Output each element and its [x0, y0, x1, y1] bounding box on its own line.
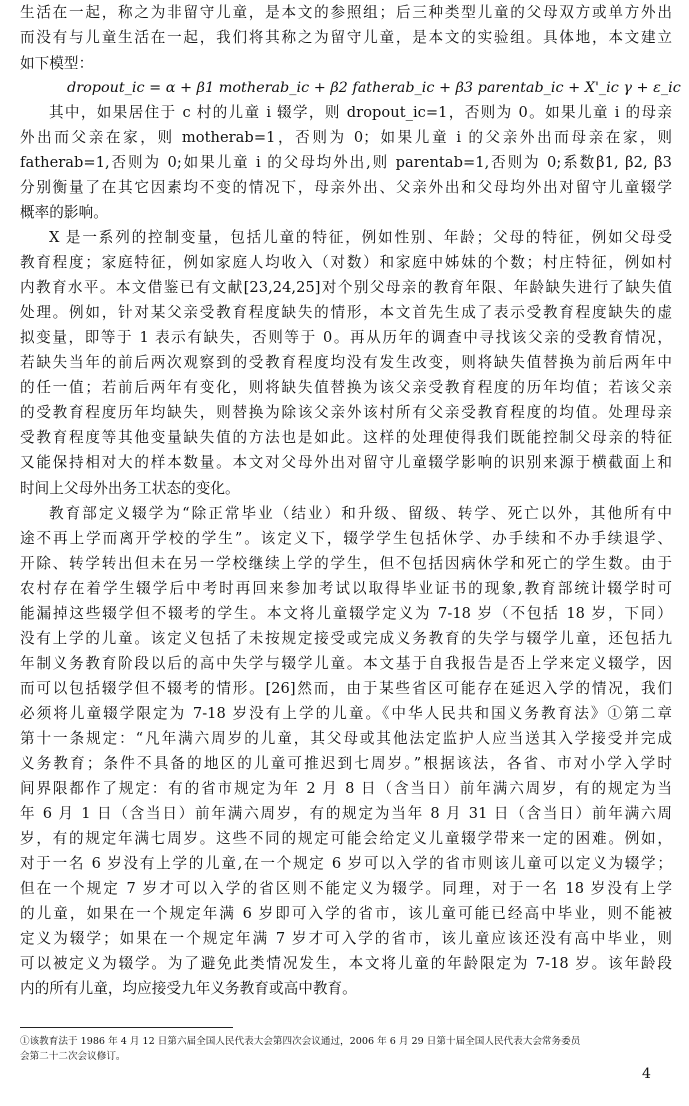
- body-line: 生活在一起，称之为非留守儿童，是本文的参照组；后三种类型儿童的父母双方或单方外出: [20, 4, 672, 21]
- body-line: 但在一个规定 7 岁才可以入学的省区则不能定义为辍学。同理，对于一名 18 岁没有上学: [20, 880, 672, 897]
- body-line: 教育程度；家庭特征，例如家庭人均收入（对数）和家庭中姊妹的个数；村庄特征，例如村: [20, 254, 672, 271]
- body-line: 若缺失当年的前后两次观察到的受教育程度均没有发生改变，则将缺失值替换为前后两年中: [20, 354, 672, 371]
- page-number: 4: [642, 1066, 651, 1082]
- body-line: 内教育水平。本文借鉴已有文献[23,24,25]对个别父母亲的教育年限、年龄缺失进行了缺失值: [20, 279, 672, 296]
- body-line: 义务教育；条件不具备的地区的儿童可推迟到七周岁。”根据该法，各省、市对小学入学时: [20, 755, 672, 772]
- body-line: 岁，有的规定年满七周岁。这些不同的规定可能会给定义儿童辍学带来一定的困难。例如，: [20, 830, 672, 847]
- body-line: 间界限都作了规定：有的省市规定为年 2 月 8 日（含当日）前年满六周岁，有的规定为当: [20, 780, 672, 797]
- body-line: 分别衡量了在其它因素均不变的情况下，母亲外出、父亲外出和父母均外出对留守儿童辍学: [20, 179, 672, 196]
- body-line: 受教育程度等其他变量缺失值的方法也是如此。这样的处理使得我们既能控制父母亲的特征: [20, 429, 672, 446]
- body-line: 农村存在着学生辍学后中考时再回来参加考试以取得毕业证书的现象,教育部统计辍学时可: [20, 580, 672, 597]
- body-line: 处理。例如，针对某父亲受教育程度缺失的情形，本文首先生成了表示受教育程度缺失的虚: [20, 304, 672, 321]
- body-line: 而没有与儿童生活在一起，我们将其称之为留守儿童，是本文的实验组。具体地，本文建立: [20, 29, 672, 46]
- body-line: 的受教育程度历年均缺失，则替换为除该父亲外该村所有父亲受教育程度的均值。处理母亲: [20, 404, 672, 421]
- body-line: 必须将儿童辍学限定为 7-18 岁没有上学的儿童。《中华人民共和国义务教育法》①第二章: [20, 705, 672, 722]
- body-line: 可以被定义为辍学。为了避免此类情况发生，本文将儿童的年龄限定为 7-18 岁。该年龄段: [20, 955, 672, 972]
- body-line: 如下模型：: [20, 55, 94, 72]
- body-line: 概率的影响。: [20, 204, 108, 221]
- body-line: fatherab=1,否则为 0;如果儿童 i 的父母均外出,则 parentab=1,否则为 0;系数β1, β2, β3: [20, 154, 672, 171]
- regression-formula: dropout_ic = α + β1 motherab_ic + β2 fatherab_ic + β3 parentab_ic + X'_ic γ + ε_ic: [67, 80, 681, 96]
- body-line: 第十一条规定：“凡年满六周岁的儿童，其父母或其他法定监护人应当送其入学接受并完成: [20, 730, 672, 747]
- body-line: 定义为辍学；如果在一个规定年满 7 岁才可入学的省市，该儿童应该还没有高中毕业，则: [20, 930, 672, 947]
- body-line: 外出而父亲在家，则 motherab=1，否则为 0；如果儿童 i 的父亲外出而母亲在家，则: [20, 129, 672, 146]
- body-line: 年 6 月 1 日（含当日）前年满六周岁，有的规定为当年 8 月 31 日（含当日）前年满六周: [20, 805, 672, 822]
- body-line: 的任一值；若前后两年有变化，则将缺失值替换为该父亲受教育程度的历年均值；若该父亲: [20, 379, 672, 396]
- body-line: 能漏掉这些辍学但不辍考的学生。本文将儿童辍学定义为 7-18 岁（不包括 18 岁，下同）: [20, 605, 672, 622]
- body-line: 拟变量，即等于 1 表示有缺失，否则等于 0。再从历年的调查中寻找该父亲的受教育情况，: [20, 329, 672, 346]
- footnote-line-2: 会第二十二次会议修订。: [20, 1051, 126, 1062]
- body-line: 时间上父母外出务工状态的变化。: [20, 480, 240, 497]
- body-line: 的儿童，如果在一个规定年满 6 岁即可入学的省市，该儿童可能已经高中毕业，则不能被: [20, 905, 672, 922]
- body-line: 内的所有儿童，均应接受九年义务教育或高中教育。: [20, 980, 357, 997]
- body-line: 途不再上学而离开学校的学生”。该定义下，辍学学生包括休学、办手续和不办手续退学、: [20, 530, 672, 547]
- body-line: 开除、转学转出但未在另一学校继续上学的学生，但不包括因病休学和死亡的学生数。由于: [20, 555, 672, 572]
- body-line: 对于一名 6 岁没有上学的儿童,在一个规定 6 岁可以入学的省市则该儿童可以定义为辍学；: [20, 855, 672, 872]
- body-line: 其中，如果居住于 c 村的儿童 i 辍学，则 dropout_ic=1，否则为 0。如果儿童 i 的母亲: [49, 104, 672, 121]
- body-line: X 是一系列的控制变量，包括儿童的特征，例如性别、年龄；父母的特征，例如父母受: [49, 229, 672, 246]
- body-line: 年制义务教育阶段以后的高中失学与辍学儿童。本文基于自我报告是否上学来定义辍学，因: [20, 655, 672, 672]
- footnote-rule: [20, 1027, 233, 1028]
- body-line: 又能保持相对大的样本数量。本文对父母外出对留守儿童辍学影响的识别来源于横截面上和: [20, 454, 672, 471]
- body-line: 没有上学的儿童。该定义包括了未按规定接受或完成义务教育的失学与辍学儿童，还包括九: [20, 630, 672, 647]
- footnote-line-1: ①该教育法于 1986 年 4 月 12 日第六届全国人民代表大会第四次会议通过，2006 年 6 月 29 日第十届全国人民代表大会常务委员: [20, 1036, 581, 1047]
- body-line: 而可以包括辍学但不辍考的情形。[26]然而，由于某些省区可能存在延迟入学的情况，我们: [20, 680, 672, 697]
- body-line: 教育部定义辍学为“除正常毕业（结业）和升级、留级、转学、死亡以外，其他所有中: [49, 505, 672, 522]
